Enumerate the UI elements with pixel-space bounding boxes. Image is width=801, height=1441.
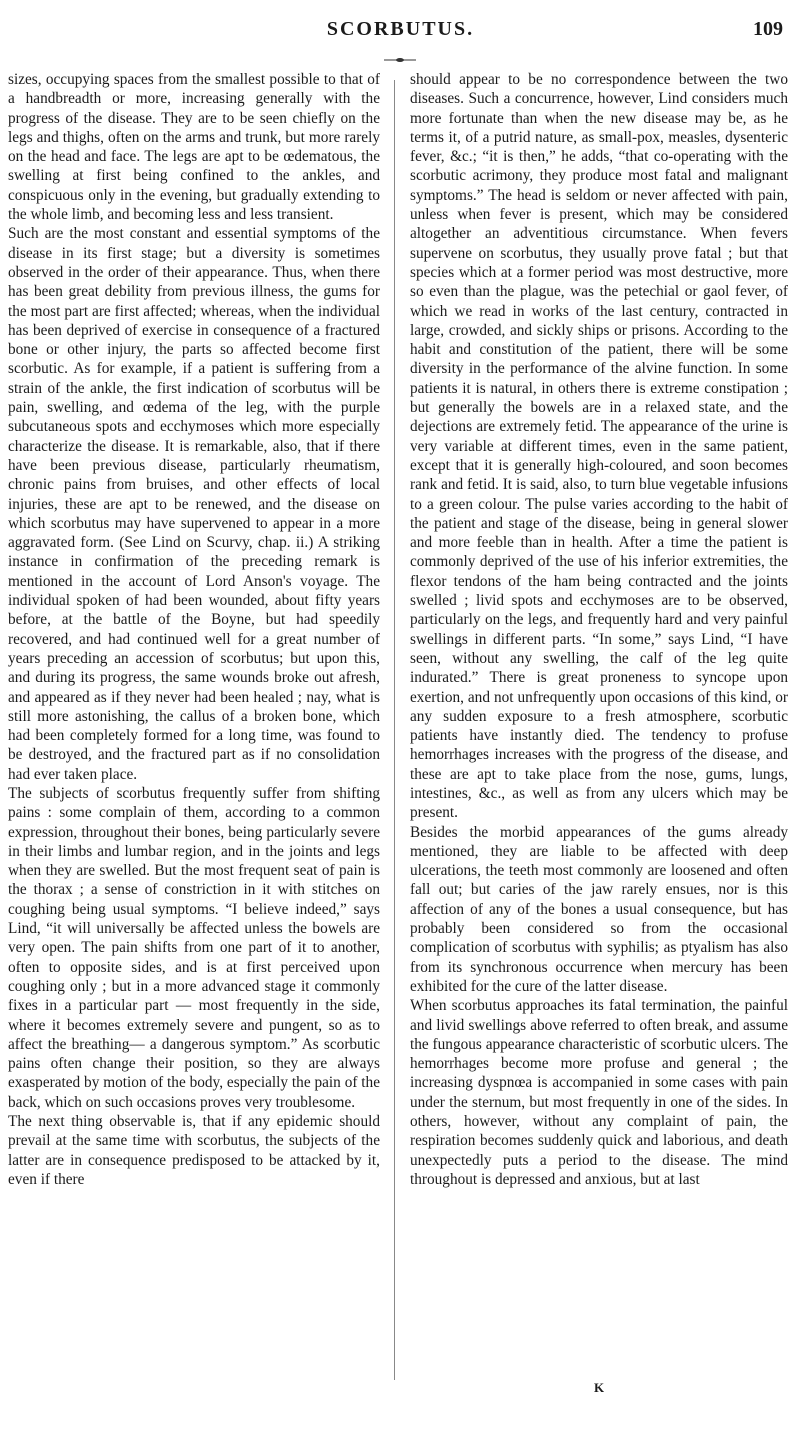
running-title: SCORBUTUS. bbox=[326, 18, 475, 40]
paragraph: Such are the most constant and essential symptoms of the disease in its first stage; but a diversity is sometimes observed in the order of their appearance. Thus, when there has been great debility from previous illness, the gums for the most part are first affected; whereas, when the individual has been deprived of exercise in consequence of a fractured bone or other injury, the parts so affected become first scorbutic. As for example, if a patient is suffering from a strain of the ankle, the first indication of scorbutus will be pain, swelling, and œdema of the leg, with the purple subcutaneous spots and ecchymoses which more especially characterize the disease. It is remarkable, also, that if there have been previous disease, particularly rheumatism, chronic pains from bruises, and other effects of local injuries, these are apt to be renewed, and the disease on which scorbutus may have supervened to appear in a more aggravated form. (See Lind on Scurvy, chap. ii.) A striking instance in confirmation of the preceding remark is mentioned in the account of Lord Anson's voyage. The individual spoken of had been wounded, about fifty years before, at the battle of the Boyne, but had speedily recovered, and had continued well for a great number of years preceding an accession of scorbutus; but upon this, and during its progress, the same wounds broke out afresh, and appeared as if they never had been healed ; nay, what is still more astonishing, the callus of a broken bone, which had been completely formed for a long time, was found to be destroyed, and the fractured part as if no consolidation had ever taken place. bbox=[8, 225, 380, 783]
right-column bbox=[410, 70, 788, 1189]
page-header bbox=[0, 18, 801, 52]
paragraph: sizes, occupying spaces from the smallest possible to that of a handbreadth or more, increasing generally with the progress of the disease. They are to be seen chiefly on the legs and thighs, often on the arms and trunk, but more rarely on the head and face. The legs are apt to be œdematous, the swelling at first being confined to the ankles, and conspicuous only in the evening, but gradually extending to the whole limb, and becoming less and less transient. bbox=[8, 71, 380, 224]
signature-mark: K bbox=[593, 1380, 605, 1395]
left-column bbox=[8, 70, 380, 1189]
paragraph: When scorbutus approaches its fatal termination, the painful and livid swellings above referred to often break, and assume the fungous appearance characteristic of scorbutic ulcers. The hemorrhages become more profuse and general ; the increasing dyspnœa is accompanied in some cases with pain under the sternum, but most frequently in one of the sides. In others, however, without any complaint of pain, the respiration becomes suddenly quick and laborious, and death unexpectedly puts a period to the disease. The mind throughout is depressed and anxious, but at last bbox=[410, 997, 788, 1188]
paragraph: Besides the morbid appearances of the gums already mentioned, they are liable to be affected with deep ulcerations, the teeth most commonly are loosened and often fall out; but caries of the jaw rarely ensues, nor is this affection of any of the bones a usual consequence, but has probably been considered so from the occasional complication of scorbutus with syphilis; as ptyalism has also from its synchronous occurrence when mercury has been exhibited for the cure of the latter disease. bbox=[410, 823, 788, 995]
paragraph: should appear to be no correspondence between the two diseases. Such a concurrence, however, Lind considers much more fortunate than when the new disease may be, as he terms it, of a putrid nature, as small-pox, measles, dysenteric fever, &c.; “it is then,” he adds, “that co-operating with the scorbutic acrimony, they produce most fatal and malignant symptoms.” The head is seldom or never affected with pain, unless when fever is present, which may be considered altogether an adventitious circumstance. When fevers supervene on scorbutus, they usually prove fatal ; but that species which at a former period was most destructive, more so even than the plague, was the petechial or gaol fever, of which we read in works of the last century, contracted in large, crowded, and sickly ships or prisons. According to the habit and constitution of the patient, there will be some diversity in the performance of the alvine function. In some patients it is natural, in others there is extreme constipation ; but generally the bowels are in a relaxed state, and the dejections are extremely fetid. The appearance of the urine is very variable at different times, even in the same patient, except that it is generally high-coloured, and soon becomes rank and fetid. It is said, also, to turn blue vegetable infusions to a green colour. The pulse varies according to the habit of the patient and stage of the disease, being in general slower and more feeble than in health. After a time the patient is commonly deprived of the use of his inferior extremities, the flexor tendons of the ham being contracted and the joints swelled ; livid spots and ecchymoses are to be observed, particularly on the legs, and frequently hard and very painful swellings in different parts. “In some,” says Lind, “I have seen, without any swelling, the calf of the leg quite indurated.” There is great proneness to syncope upon exertion, and not unfrequently upon occasions of this kind, or any sudden exposure to a fresh atmosphere, scorbutic patients have instantly died. The tendency to profuse hemorrhages increases with the progress of the disease, and these are apt to take place from the nose, gums, lungs, intestines, &c., as well as from any ulcers which may be present. bbox=[410, 71, 788, 822]
paragraph: The next thing observable is, that if any epidemic should prevail at the same time with scorbutus, the subjects of the latter are in consequence predisposed to be attacked by it, even if there bbox=[8, 1113, 380, 1188]
ornament-rule-icon bbox=[384, 56, 416, 64]
paragraph: The subjects of scorbutus frequently suffer from shifting pains : some complain of them, according to a common expression, throughout their bones, being particularly severe in their limbs and lumbar region, and in the joints and legs when they are swelled. But the most frequent seat of pain is the thorax ; a sense of constriction in it with stitches on coughing being usual symptoms. “I believe indeed,” says Lind, “it will universally be affected unless the bowels are very open. The pain shifts from one part of it to another, often to opposite sides, and is at first perceived upon coughing only ; but in a more advanced stage it commonly fixes in a particular part — most frequently in the side, where it becomes extremely severe and pungent, so as to affect the breathing— a dangerous symptom.” As scorbutic pains often change their position, so they are always exasperated by motion of the body, especially the pain of the back, which on such occasions proves very troublesome. bbox=[8, 784, 380, 1111]
column-divider bbox=[394, 80, 395, 1380]
page-number: 109 bbox=[753, 18, 783, 40]
